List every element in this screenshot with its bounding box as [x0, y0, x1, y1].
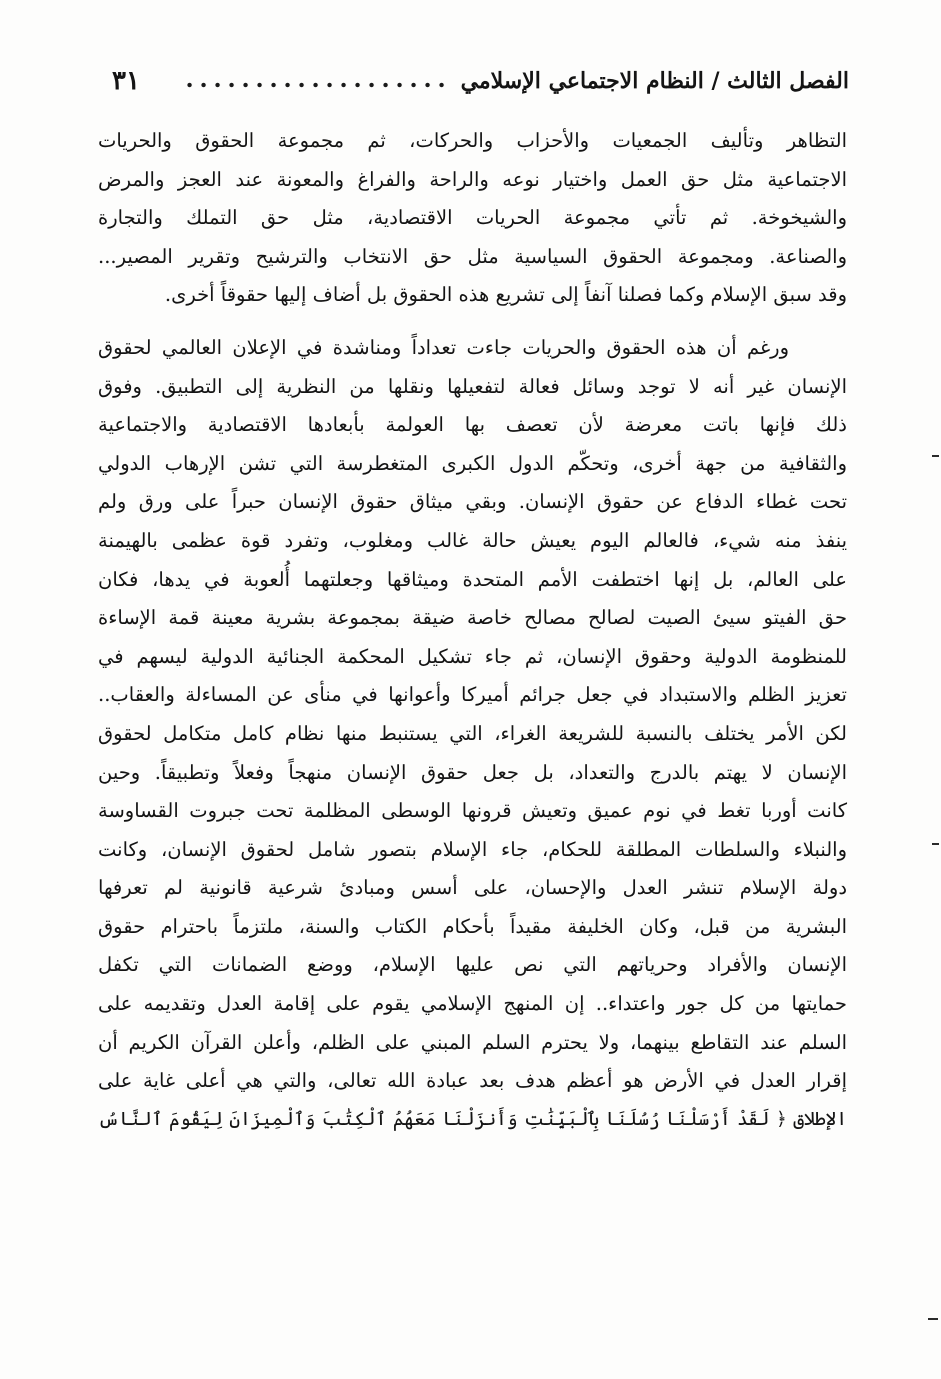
text-line: ذلك فإنها باتت معرضة لأن تعصف بها العولمة بأبعادها الاقتصادية والاجتماعية	[98, 413, 847, 437]
page-number: ٣١	[112, 66, 140, 96]
scan-margin-mark	[928, 1318, 938, 1320]
text-line: تحت غطاء الدفاع عن حقوق الإنسان. وبقي ميثاق حقوق الإنسان حبراً على ورق ولم	[98, 490, 847, 514]
text-line: حق الفيتو سيئ الصيت لصالح مصالح خاصة ضيقة بمجموعة بشرية معينة قمة الإساءة	[98, 606, 847, 630]
text-line: والشيخوخة. ثم تأتي مجموعة الحريات الاقتصادية، مثل حق التملك والتجارة	[98, 206, 847, 230]
chapter-title: الفصل الثالث / النظام الاجتماعي الإسلامي	[460, 68, 849, 94]
text-line: والنبلاء والسلطات المطلقة للحكام، جاء الإسلام بتصور شامل لحقوق الإنسان، وكانت	[98, 837, 847, 861]
text-line: الإنسان والأفراد وحرياتهم التي نص عليها الإسلام، ووضع الضمانات التي تكفل	[98, 953, 847, 977]
text-line: وقد سبق الإسلام وكما فصلنا آنفاً إلى تشريع هذه الحقوق بل أضاف إليها حقوقاً أخرى.	[164, 283, 847, 307]
running-header	[100, 58, 849, 104]
text-line: ينفذ منه شيء، فالعالم اليوم يعيش حالة غالب ومغلوب، وتفرد قوة عظمى بالهيمنة	[98, 528, 847, 552]
text-line: تعزيز الظلم والاستبداد في جعل جرائم أميركا وأعوانها في منأى عن المساءلة والعقاب..	[98, 683, 847, 707]
paragraph-2	[98, 329, 847, 1139]
text-line: دولة الإسلام تنشر العدل والإحسان، على أسس ومبادئ شرعية قانونية لم تعرفها	[98, 876, 847, 900]
text-line: الإطلاق ﴿ لَقَدْ أَرْسَلْنَا رُسُلَنَا بِٱلْبَيِّنَٰتِ وَأَنزَلْنَا مَعَهُمُ ٱلْكِتَٰبَ وَٱلْمِيزَانَ لِيَقُومَ ٱلنَّاسُ	[98, 1108, 847, 1130]
header-dotted-leader	[184, 79, 449, 91]
text-line: والثقافية من جهة أخرى، وتحكّم الدول الكبرى المتغطرسة التي تشن الإرهاب الدولي	[98, 451, 847, 475]
text-line: الإنسان غير أنه لا توجد وسائل فعالة لتفعيلها ونقلها من النظرية إلى التطبيق. وفوق	[98, 374, 847, 398]
text-line: والصناعة. ومجموعة الحقوق السياسية مثل حق الانتخاب والترشيح وتقرير المصير...	[98, 244, 847, 268]
text-line: السلم عند التقاطع بينهما، ولا يحترم السلم المبني على الظلم، وأعلن القرآن الكريم أن	[98, 1030, 847, 1054]
text-line: لكن الأمر يختلف بالنسبة للشريعة الغراء، التي يستنبط منها نظام كامل متكامل لحقوق	[98, 721, 847, 745]
scan-margin-mark	[932, 843, 939, 845]
text-line: الإنسان لا يهتم بالدرج والتعداد، بل جعل حقوق الإنسان منهجاً وفعلاً وتطبيقاً. وحين	[98, 760, 847, 784]
text-line: حمايتها من كل جور واعتداء.. إن المنهج الإسلامي يقوم على إقامة العدل وتقديمه على	[98, 992, 847, 1016]
scan-margin-mark	[932, 455, 939, 457]
text-line: كانت أوربا تغط في نوم عميق وتعيش قرونها الوسطى المظلمة تحت جبروت القساوسة	[98, 799, 847, 823]
text-line: التظاهر وتأليف الجمعيات والأحزاب والحركات، ثم مجموعة الحقوق والحريات	[98, 129, 847, 152]
text-line: الاجتماعية مثل حق العمل واختيار نوعه والراحة والفراغ والمعونة عند العجز والمرض	[98, 167, 847, 191]
text-line: البشرية من قبل، وكان الخليفة مقيداً بأحكام الكتاب والسنة، ملتزماً باحترام حقوق	[98, 914, 847, 938]
text-line: على العالم، بل إنها اختطفت الأمم المتحدة وميثاقها وجعلتهما أُلعوبة في يدها، فكان	[98, 567, 847, 591]
text-line: إقرار العدل في الأرض هو أعظم هدف بعد عبادة الله تعالى، والتي هي أعلى غاية على	[98, 1069, 847, 1093]
paragraph-1	[98, 122, 847, 315]
text-line: للمنظومة الدولية وحقوق الإنسان، ثم جاء تشكيل المحكمة الجنائية الدولية ليسهم في	[98, 644, 847, 668]
text-line: ورغم أن هذه الحقوق والحريات جاءت تعداداً ومناشدة في الإعلان العالمي لحقوق	[98, 335, 789, 359]
body-text	[98, 122, 847, 1139]
